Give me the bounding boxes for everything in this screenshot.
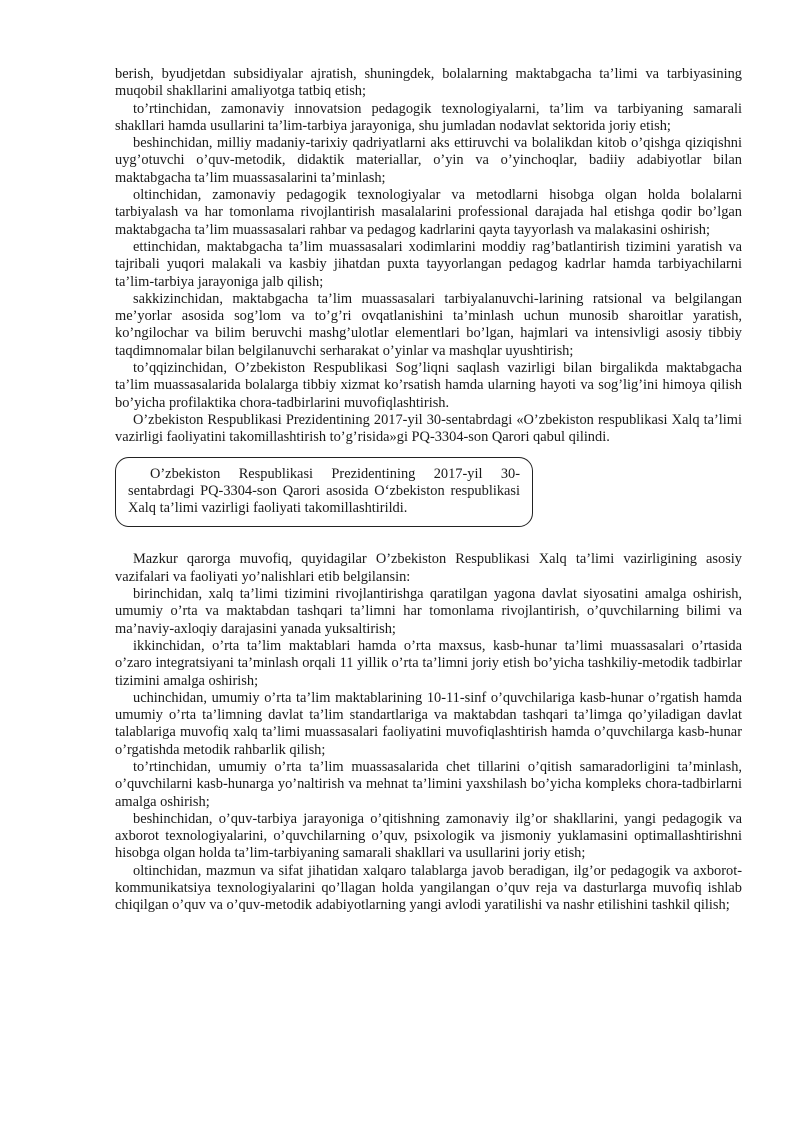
paragraph: to’rtinchidan, umumiy o’rta ta’lim muassasalarida chet tillarini o’qitish samaradorligini ta’minlash, o’quvchilarni kasb-hunarga yo’naltirish va mehnat ta’limini yaxshilash bo’yicha kompleks chora-tadbirlarni amalga oshirish;	[115, 758, 742, 810]
paragraph: oltinchidan, mazmun va sifat jihatidan xalqaro talablarga javob beradigan, ilg’or pedagogik va axborot-kommunikatsiya texnologiyalarini qo’llagan holda yangilangan o’quv reja va dasturlarga muvofiq ishlab chiqilgan o’quv va o’quv-metodik adabiyotlarning yangi avlodi yaratilishi va nashr etilishini tashkil qilish;	[115, 862, 742, 914]
paragraph: to’qqizinchidan, O’zbekiston Respublikasi Sog’liqni saqlash vazirligi bilan birgalikda maktabgacha ta’lim muassasalarida bolalarga tibbiy xizmat ko’rsatish hamda ularning hayoti va sog’lig’ini himoya qilish bo’yicha profilaktika chora-tadbirlarini muvofiqlashtirish.	[115, 360, 742, 411]
paragraph: ettinchidan, maktabgacha ta’lim muassasalari xodimlarini moddiy rag’batlantirish tizimini yaratish va tajribali yuqori malakali va kasbiy jihatdan puxta tayyorlangan pedagog kadrlar hamda tarbiyachilarni ta’lim-tarbiya jarayoniga jalb qilish;	[115, 238, 742, 290]
paragraph: berish, byudjetdan subsidiyalar ajratish, shuningdek, bolalarning maktabgacha ta’limi va tarbiyasining muqobil shakllarini amaliyotga tatbiq etish;	[115, 66, 742, 100]
paragraph: birinchidan, xalq ta’limi tizimini rivojlantirishga qaratilgan yagona davlat siyosatini amalga oshirish, umumiy o’rta va maktabdan tashqari ta’limni har tomonlama rivojlantirish, o’quvchilarning bilimi va ma’naviy-axloqiy darajasini yanada yuksaltirish;	[115, 586, 742, 637]
spacer	[115, 527, 742, 551]
callout-text: O’zbekiston Respublikasi Prezidentining 2017-yil 30-sentabrdagi PQ-3304-son Qarori asosida O‘zbekiston respublikasi Xalq ta’limi vazirligi faoliyati takomillashtirildi.	[128, 465, 520, 517]
paragraph: to’rtinchidan, zamonaviy innovatsion pedagogik texnologiyalarni, ta’lim va tarbiyaning samarali shakllari hamda usullarini ta’lim-tarbiya jarayoniga, shu jumladan nodavlat sektorida joriy etish;	[115, 100, 742, 134]
paragraph: beshinchidan, o’quv-tarbiya jarayoniga o’qitishning zamonaviy ilg’or shakllarini, yangi pedagogik va axborot texnologiyalarini, o’quvchilarning o’quv, psixologik va jismoniy yuklamasini optimallashtirishni hisobga olgan holda ta’lim-tarbiyaning samarali shakllari va usullarini joriy etish;	[115, 810, 742, 862]
section-ministry-tasks	[115, 551, 742, 914]
paragraph: O’zbekiston Respublikasi Prezidentining 2017-yil 30-sentabrdagi «O’zbekiston respublikasi Xalq ta’limi vazirligi faoliyatini takomillashtirish to’g’risida»gi PQ-3304-son Qarori qabul qilindi.	[115, 411, 742, 446]
paragraph: oltinchidan, zamonaviy pedagogik texnologiyalar va metodlarni hisobga olgan holda bolalarni tarbiyalash va har tomonlama rivojlantirish masalalarini professional darajada hal etishga qodir bo’lgan maktabgacha ta’lim muassasalari rahbar va pedagog kadrlarini qayta tayyorlash va malakasini oshirish;	[115, 187, 742, 238]
paragraph: Mazkur qarorga muvofiq, quyidagilar O’zbekiston Respublikasi Xalq ta’limi vazirligining asosiy vazifalari va faoliyati yo’nalishlari etib belgilansin:	[115, 551, 742, 585]
paragraph: ikkinchidan, o’rta ta’lim maktablari hamda o’rta maxsus, kasb-hunar ta’limi muassasalari o’rtasida o’zaro integratsiyani ta’minlash orqali 11 yillik o’rta ta’limni joriy etish bo’yicha tashkiliy-metodik tadbirlar tizimini amalga oshirish;	[115, 637, 742, 689]
callout-box	[115, 457, 533, 528]
document-page	[115, 66, 742, 915]
paragraph: beshinchidan, milliy madaniy-tarixiy qadriyatlarni aks ettiruvchi va bolalikdan kitob o’qishga qiziqishni uyg’otuvchi o’quv-metodik, didaktik materiallar, o’yin va o’yinchoqlar, badiiy adabiyotlar bilan maktabgacha ta’lim muassasalarini ta’minlash;	[115, 135, 742, 186]
paragraph: uchinchidan, umumiy o’rta ta’lim maktablarining 10-11-sinf o’quvchilariga kasb-hunar o’rgatish hamda umumiy o’rta ta’limning davlat ta’lim standartlariga va maktabdan tashqari ta’limga qo’yiladigan davlat talablariga muvofiq xalq ta’limi muassasalari faoliyatini muvofiqlashtirish hamda o’quvchilarga kasb-hunar o’rgatishda metodik rahbarlik qilish;	[115, 689, 742, 758]
paragraph: sakkizinchidan, maktabgacha ta’lim muassasalari tarbiyalanuvchi-larining ratsional va belgilangan me’yorlar asosida sog’lom va to’g’ri ovqatlanishini ta’minlash uchun munosib sharoitlar yaratish, ko’ngilochar va bilim beruvchi mashg’ulotlar elementlari bo’lgan, hajmlari va intensivligi asosiy tibbiy taqdimnomalar bilan belgilanuvchi serharakat o’yinlar va mashqlar uyushtirish;	[115, 290, 742, 359]
section-preschool-tasks	[115, 66, 742, 447]
